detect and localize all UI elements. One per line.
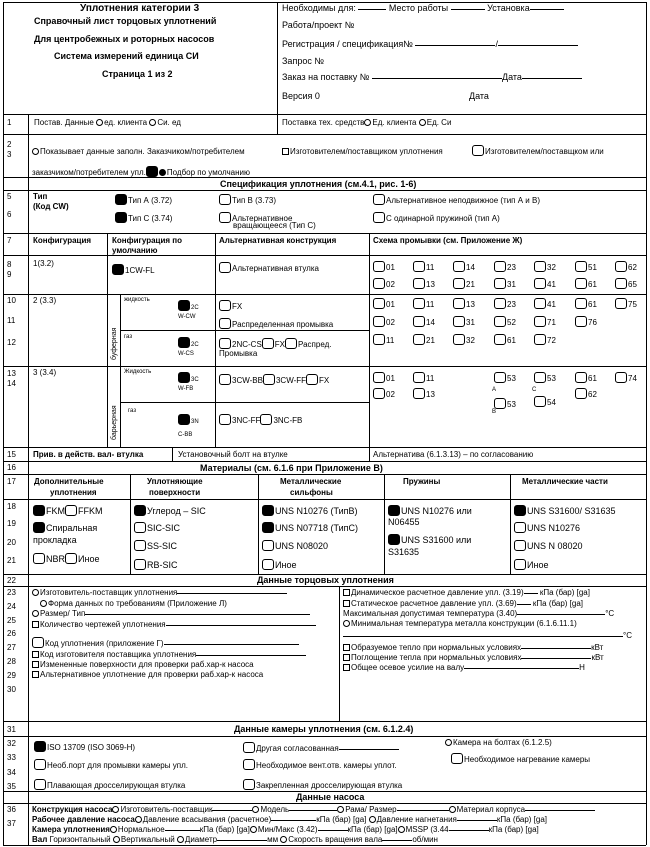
seal-r1[interactable]: Динамическое расчетное давление упл. (3.19) кПа (бар) [ga]	[343, 589, 590, 597]
iso-check[interactable]: ISO 13709 (ISO 3069-H)	[34, 741, 135, 752]
row-number: 26	[7, 629, 16, 638]
cw-fl-check[interactable]: 1CW-FL	[112, 264, 155, 275]
type-a-check[interactable]: Тип А (3.72)	[115, 194, 172, 205]
flush-plan-13-check[interactable]: 13	[413, 278, 435, 289]
spec-title: Спецификация уплотнения (см.4.1, рис. 1-6)	[220, 179, 417, 189]
seal-l4[interactable]: Количество чертежей уплотнения	[32, 621, 316, 629]
liquid-label-2: Жидкость	[124, 369, 152, 375]
seal-data-title: Данные торцовых уплотнения	[257, 575, 394, 585]
flush-plan-74-check[interactable]: 74	[615, 372, 637, 383]
row-number: 23	[7, 588, 16, 597]
row-number: 11	[7, 316, 16, 325]
flush-plan-65-check[interactable]: 65	[615, 278, 637, 289]
heat-chamber-check[interactable]: Необходимое нагревание камеры	[451, 753, 590, 764]
nbr-check[interactable]: NBR Иное	[33, 553, 99, 564]
3cw-fb-sub: W-FB	[178, 386, 194, 392]
other-agreed-check[interactable]: Другая согласованная	[243, 742, 399, 753]
flush-plan-14-check[interactable]: 14	[453, 261, 475, 272]
row-number: 33	[7, 753, 16, 762]
mat-h3: Металлические	[280, 477, 342, 486]
seal-l8[interactable]: Альтернативное уплотнение для проверки раб.хар-к насоса	[32, 671, 263, 679]
materials-title: Материалы (см. 6.1.6 при Приложение В)	[200, 463, 383, 473]
pump-title: Данные насоса	[296, 792, 365, 802]
flush-plan-01-check[interactable]: 01	[373, 261, 395, 272]
3cw-bb-check[interactable]: 3CW-BB 3CW-FF FX	[219, 374, 329, 385]
buffer-label: буферная	[111, 327, 118, 360]
row-number: 16	[7, 463, 16, 472]
mat-h1b: уплотнения	[50, 488, 97, 497]
bellows-3-check[interactable]: UNS N08020	[262, 540, 328, 551]
flush-plan-62-check[interactable]: 62	[615, 261, 637, 272]
seal-l1[interactable]: Изготовитель-поставщик уплотнения	[32, 589, 287, 597]
flush-plan-53-check[interactable]: 53	[534, 372, 556, 383]
spiral-check[interactable]: Спиральная	[33, 522, 97, 533]
spring-1-check[interactable]: UNS N10276 или	[388, 505, 472, 516]
flush-plan-62-check[interactable]: 62	[575, 388, 597, 399]
row-number: 29	[7, 671, 16, 680]
flush-plan-01-check[interactable]: 01	[373, 298, 395, 309]
supply-data: Постав. Данные ед. клиента Си. ед	[34, 118, 181, 127]
alt-sleeve-check[interactable]: Альтернативная втулка	[219, 262, 319, 273]
seal-r7[interactable]: Общее осевое усилие на валу Н	[343, 664, 585, 672]
metal-1-check[interactable]: UNS S31600/ S31635	[514, 505, 616, 516]
flush-plan-71-check[interactable]: 71	[534, 316, 556, 327]
row-number: 8 9	[7, 260, 12, 279]
work-project-field[interactable]: Работа/проект №	[282, 20, 355, 30]
gasket-label: прокладка	[33, 535, 77, 545]
flush-plan-75-check[interactable]: 75	[615, 298, 637, 309]
flush-plan-51-check[interactable]: 51	[575, 261, 597, 272]
spring-2b: S31635	[388, 547, 420, 557]
seal-l6[interactable]: Код изготовителя поставщика уплотнения	[32, 651, 306, 659]
2cw-cw-check[interactable]: 2C	[178, 300, 199, 311]
seal-r2[interactable]: Статическое расчетное давление упл. (3.69) кПа (бар) [ga]	[343, 600, 583, 608]
single-spring-check[interactable]: С одинарной пружиной (тип А)	[373, 212, 500, 223]
row-number: 17	[7, 477, 16, 486]
flush-plan-13-check[interactable]: 13	[453, 298, 475, 309]
shows-mfr: Изготовителем/поставщиком уплотнения	[282, 148, 443, 156]
row-number: 12	[7, 338, 16, 347]
version-label: Версия 0	[282, 91, 320, 101]
row-number: 27	[7, 643, 16, 652]
seal-l2[interactable]: Форма данных по требованиям (Приложение Л)	[40, 600, 227, 608]
header-page: Страница 1 из 2	[102, 69, 173, 79]
gas-label-2: газ	[128, 408, 137, 414]
header-sub1: Справочный лист торцовых уплотнений	[34, 16, 217, 26]
flush-plan-31-check[interactable]: 31	[453, 316, 475, 327]
flush-plan-31-check[interactable]: 31	[494, 278, 516, 289]
row-number: 36	[7, 805, 16, 814]
flush-plan-53-check[interactable]: 53	[494, 398, 516, 409]
type-c-check[interactable]: Тип С (3.74)	[115, 212, 172, 223]
spring-2-check[interactable]: UNS S31600 или	[388, 534, 471, 545]
float-bushing-check[interactable]: Плавающая дросселирующая втулка	[34, 779, 185, 790]
dist-flush-check[interactable]: Распределенная промывка	[219, 318, 333, 329]
row-number: 37	[7, 819, 16, 828]
flush-plan-72-check[interactable]: 72	[534, 334, 556, 345]
default-config-header-2: умолчанию	[112, 246, 158, 255]
row-number: 15	[7, 450, 16, 459]
inquiry-field[interactable]: Запрос №	[282, 56, 324, 66]
row-number: 5	[7, 192, 12, 201]
flush-plan-02-check[interactable]: 02	[373, 388, 395, 399]
fkm-check[interactable]: FKM FFKM	[33, 505, 103, 516]
row-number: 2 3	[7, 140, 12, 159]
flush-plan-61-check[interactable]: 61	[575, 278, 597, 289]
row-number: 20	[7, 538, 16, 547]
type-b-check[interactable]: Тип В (3.73)	[219, 194, 276, 205]
plan-sub-label: A	[492, 387, 497, 393]
row-number: 35	[7, 782, 16, 791]
flush-plan-61-check[interactable]: 61	[575, 372, 597, 383]
flush-plan-11-check[interactable]: 11	[413, 298, 434, 309]
alt-stat-check[interactable]: Альтернативное неподвижное (тип А и В)	[373, 194, 540, 205]
flush-plan-01-check[interactable]: 01	[373, 372, 395, 383]
seal-r6[interactable]: Поглощение тепла при нормальных условиях кВт	[343, 654, 604, 662]
row-number: 30	[7, 685, 16, 694]
chamber-title: Данные камеры уплотнения (см. 6.1.2.4)	[234, 724, 414, 734]
order-field[interactable]: Заказ на поставку № Дата	[282, 73, 582, 82]
3nc-ff-check[interactable]: 3NC-FF 3NC-FB	[219, 414, 302, 425]
flush-plan-32-check[interactable]: 32	[534, 261, 556, 272]
config-1: 1(3.2)	[33, 259, 54, 268]
carbon-sic-check[interactable]: Углерод – SIC	[134, 505, 206, 516]
flush-plan-54-check[interactable]: 54	[534, 396, 556, 407]
type-label: Тип	[33, 192, 48, 201]
shows-cust: заказчиком/потребителем упл. Подбор по умолчанию	[32, 168, 250, 177]
version-date: Дата	[469, 91, 489, 101]
flush-plan-11-check[interactable]: 11	[413, 261, 434, 272]
mat-h2: Уплотняющие	[147, 477, 203, 486]
needed-label: Необходимы для: Место работы Установка	[282, 4, 564, 13]
bolt-chamber-check[interactable]: Камера на болтах (6.1.2.5)	[445, 739, 552, 747]
shows-customer: Показывает данные заполн. Заказчиком/потребителем	[32, 148, 245, 156]
flush-plan-02-check[interactable]: 02	[373, 278, 395, 289]
flush-plan-76-check[interactable]: 76	[575, 316, 597, 327]
chamber-pressure[interactable]: Камера уплотнения Нормальное кПа (бар) [ga] Мин/Макс (3.42) кПа (бар) [ga] MSSP (3.44 кПа (бар) [ga]	[32, 825, 539, 834]
metal-other-check[interactable]: Иное	[514, 559, 548, 570]
si-units-radio[interactable]	[149, 119, 156, 126]
mat-h1: Дополнительные	[34, 477, 104, 486]
barrier-label: барьерная	[111, 405, 118, 440]
pump-pressure[interactable]: Рабочее давление насоса Давление всасывания (расчетное) кПа (бар) [ga] Давление нагнетания кПа (бар) [ga]	[32, 815, 548, 824]
row-number: 24	[7, 602, 16, 611]
flush-plan-32-check[interactable]: 32	[453, 334, 475, 345]
flush-plan-61-check[interactable]: 61	[575, 298, 597, 309]
header-title: Уплотнения категории 3	[80, 3, 200, 14]
shaft-drive: Прив. в действ. вал- втулка	[33, 450, 144, 459]
flush-plan-23-check[interactable]: 23	[494, 261, 516, 272]
dist-flush-2: Промывка	[219, 349, 258, 358]
3nc-bb-sub: C-BB	[178, 432, 193, 438]
row-number: 34	[7, 768, 16, 777]
flush-plan-21-check[interactable]: 21	[453, 278, 475, 289]
metal-2-check[interactable]: UNS N10276	[514, 522, 580, 533]
flush-plan-02-check[interactable]: 02	[373, 316, 395, 327]
alt-rot-check[interactable]: Альтернативное	[219, 212, 292, 223]
default-config-header: Конфигурация по	[112, 236, 182, 245]
mat-h3b: сильфоны	[290, 488, 333, 497]
spring-1b: N06455	[388, 517, 420, 527]
flush-plan-53-check[interactable]: 53	[494, 372, 516, 383]
2cw-cw-sub: W-CW	[178, 314, 196, 320]
mat-h5: Металлические части	[522, 477, 608, 486]
set-bolt: Установочный болт на втулке	[178, 450, 288, 459]
row-number: 6	[7, 210, 12, 219]
row-number: 13 14	[7, 369, 16, 388]
flush-plan-23-check[interactable]: 23	[494, 298, 516, 309]
seal-r3[interactable]: Максимальная допустимая температура (3.40) °С	[343, 609, 615, 618]
seal-l7[interactable]: Измененные поверхности для проверки раб.хар-к насоса	[32, 661, 254, 669]
row-number: 1	[7, 118, 12, 127]
reg-spec-field[interactable]: Регистрация / спецификация№ /	[282, 40, 578, 49]
flush-plan-41-check[interactable]: 41	[534, 278, 556, 289]
2cw-cs-sub: W-CS	[178, 351, 194, 357]
row-number: 7	[7, 236, 12, 245]
cust-units-radio[interactable]	[96, 119, 103, 126]
row-number: 22	[7, 576, 16, 585]
pump-construction[interactable]: Конструкция насоса Изготовитель-поставщик Модель Рама/ Размер Материал корпуса	[32, 806, 595, 814]
bellows-other-check[interactable]: Иное	[262, 559, 296, 570]
alt-rot-2: вращающееся (Тип С)	[233, 221, 316, 230]
row-number: 19	[7, 519, 16, 528]
rb-sic-check[interactable]: RB-SIC	[134, 559, 178, 570]
plan-sub-label: B	[492, 409, 497, 415]
shaft-data[interactable]: Вал Горизонтальный Вертикальный Диаметр мм Скорость вращения вала об/мин	[32, 835, 438, 844]
shows-mfr-or: Изготовителем/поставщком или	[472, 145, 604, 156]
seal-r4[interactable]: Минимальная температура металла конструкции (6.1.6.11.1)	[343, 620, 577, 628]
row-number: 31	[7, 725, 16, 734]
plan-sub-label: C	[532, 387, 537, 393]
row-number: 25	[7, 616, 16, 625]
flush-plan-header: Схема промывки (см. Приложение Ж)	[373, 236, 523, 245]
3cw-fb-check[interactable]: 3C	[178, 372, 199, 383]
header-sub3: Система измерений единица СИ	[54, 51, 199, 61]
2cw-cs-check[interactable]: 2C	[178, 337, 199, 348]
header-sub2: Для центробежных и роторных насосов	[34, 34, 215, 44]
2nc-cs-check[interactable]: 2NC-CS FX Распред.	[219, 338, 331, 349]
alt-design-header: Альтернативная конструкция	[219, 236, 337, 245]
ss-sic-check[interactable]: SS-SIC	[134, 540, 177, 551]
liquid-label: жидкость	[124, 297, 150, 303]
equip-supply: Поставка тех. средств Ед. клиента Ед. Си	[282, 118, 452, 127]
flush-plan-11-check[interactable]: 11	[413, 372, 434, 383]
config-header: Конфигурация	[33, 236, 92, 245]
config-2: 2 (3.3)	[33, 296, 57, 305]
seal-l5[interactable]: Код уплотнения (приложение Г)	[32, 637, 299, 648]
mat-h4: Пружины	[403, 477, 441, 486]
metal-3-check[interactable]: UNS N 08020	[514, 540, 583, 551]
seal-l3[interactable]: Размер/ Тип	[32, 610, 310, 618]
seal-r5[interactable]: Образуемое тепло при нормальных условиях кВт	[343, 644, 603, 652]
flush-plan-61-check[interactable]: 61	[494, 334, 516, 345]
gas-label: газ	[124, 334, 133, 340]
fixed-bushing-check[interactable]: Закрепленная дросселирующая втулка	[243, 779, 402, 790]
row-number: 18	[7, 502, 16, 511]
flush-port-check[interactable]: Необ.порт для промывки камеры упл.	[34, 759, 188, 770]
sic-sic-check[interactable]: SIC-SIC	[134, 522, 180, 533]
equip-cust-radio[interactable]	[364, 119, 371, 126]
mat-h2b: поверхности	[149, 488, 201, 497]
type-code-label: (Код CW)	[33, 202, 69, 211]
fx-check[interactable]: FX	[219, 300, 242, 311]
alt-agreement: Альтернатива (6.1.3.13) – по согласованию	[373, 450, 534, 459]
bellows-1-check[interactable]: UNS N10276 (ТипВ)	[262, 505, 358, 516]
flush-plan-52-check[interactable]: 52	[494, 316, 516, 327]
vent-check[interactable]: Необходимое вент.отв. камеры уплот.	[243, 759, 396, 770]
seal-r4-line[interactable]: °С	[343, 632, 632, 640]
row-number: 10	[7, 296, 16, 305]
config-3: 3 (3.4)	[33, 368, 57, 377]
row-number: 28	[7, 657, 16, 666]
equip-si-radio[interactable]	[419, 119, 426, 126]
bellows-2-check[interactable]: UNS N07718 (ТипС)	[262, 522, 358, 533]
flush-plan-14-check[interactable]: 14	[413, 316, 435, 327]
row-number: 32	[7, 739, 16, 748]
flush-plan-11-check[interactable]: 11	[373, 334, 394, 345]
flush-plan-13-check[interactable]: 13	[413, 388, 435, 399]
3nc-bb-check[interactable]: 3N	[178, 414, 199, 425]
flush-plan-41-check[interactable]: 41	[534, 298, 556, 309]
flush-plan-21-check[interactable]: 21	[413, 334, 435, 345]
row-number: 21	[7, 556, 16, 565]
